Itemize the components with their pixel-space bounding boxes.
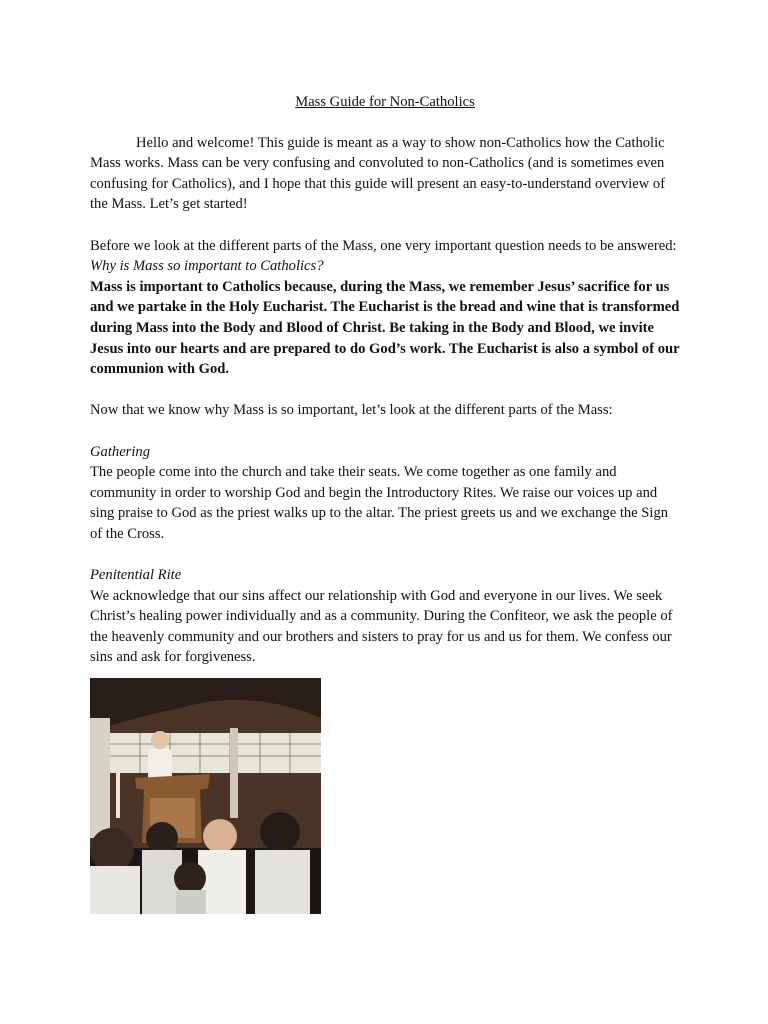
spacer [90, 380, 680, 401]
photo-priest-head [151, 731, 169, 749]
section-body-gathering: The people come into the church and take their seats. We come together as one family and community in order to worship God and begin the Introductory Rites. We raise our voices up and sing praise to God as the priest walks up to the altar. The priest greets us and we exchange the Sign of the Cross. [90, 464, 669, 542]
spacer [90, 421, 680, 442]
mass-photo [90, 678, 321, 914]
photo-pillar-left [90, 718, 110, 838]
mass-photo-illustration [90, 678, 321, 914]
transition-paragraph: Now that we know why Mass is so important, let’s look at the different parts of the Mass: [90, 402, 613, 419]
section-body-penitential-rite: We acknowledge that our sins affect our relationship with God and everyone in our lives. We seek Christ’s healing power individually and as a community. During the Confiteor, we ask the people of the heavenly community and our brothers and sisters to pray for us and us for them. We confess our sins and ask for forgiveness. [90, 587, 673, 666]
photo-pillar-right [230, 728, 238, 818]
spacer [90, 544, 680, 565]
question-lead: Before we look at the different parts of the Mass, one very important question needs to be answered: [90, 237, 677, 254]
spacer [90, 215, 680, 236]
question-heading: Why is Mass so important to Catholics? [90, 258, 324, 275]
answer-paragraph: Mass is important to Catholics because, during the Mass, we remember Jesus’ sacrifice for us and we partake in the Holy Eucharist. The Eucharist is the bread and wine that is transformed during Mass into the Body and Blood of Christ. Be taking in the Body and Blood, we invite Jesus into our hearts and are prepared to do God’s work. The Eucharist is also a symbol of our communion with God. [90, 278, 680, 378]
document-title: Mass Guide for Non-Catholics [295, 94, 475, 110]
intro-paragraph: Hello and welcome! This guide is meant as a way to show non-Catholics how the Catholic Mass works. Mass can be very confusing and convoluted to non-Catholics (and is sometimes even confusing for Catholics), and I hope that this guide will present an easy-to-understand overview of the Mass. Let’s get started! [90, 134, 666, 213]
section-heading-gathering: Gathering [90, 443, 150, 460]
photo-windows [110, 733, 321, 773]
section-heading-penitential-rite: Penitential Rite [90, 567, 182, 584]
photo-candle [116, 773, 120, 818]
document-body [90, 92, 680, 914]
